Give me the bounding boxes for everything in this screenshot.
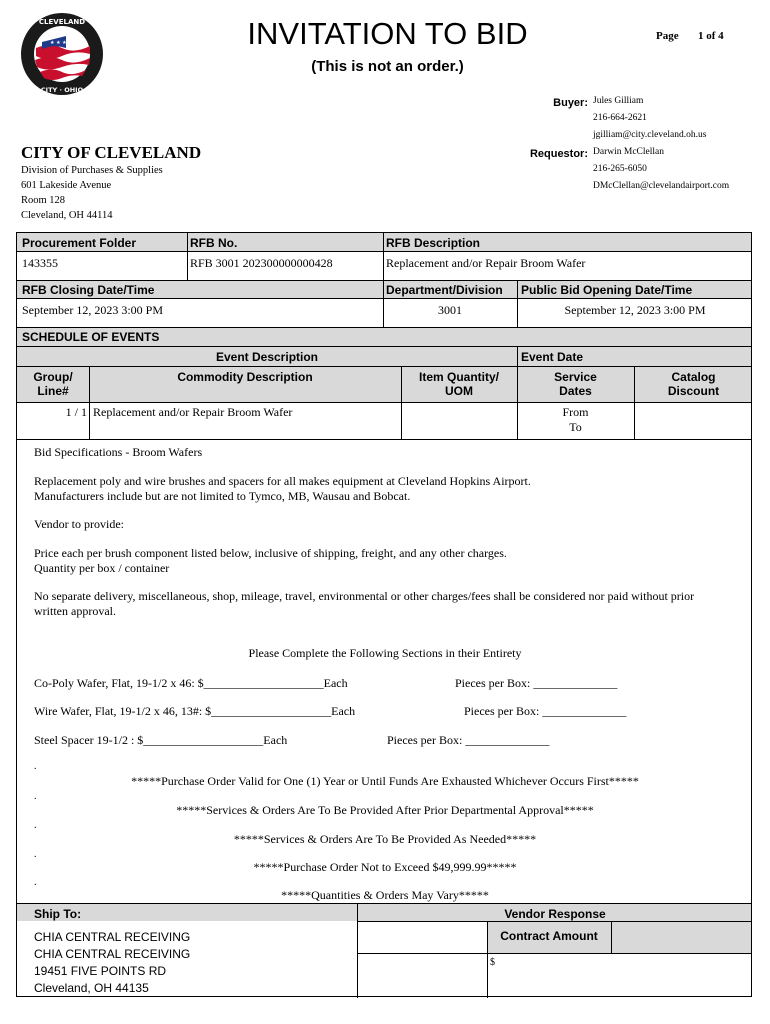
organization-address-line1: 601 Lakeside Avenue — [21, 180, 112, 191]
item2-price-field[interactable]: Wire Wafer, Flat, 19-1/2 x 46, 13#: $____________________Each — [34, 704, 356, 718]
line-description: Replacement and/or Repair Broom Wafer — [93, 405, 293, 419]
item3-price-field[interactable]: Steel Spacer 19-1/2 : $____________________Each — [34, 733, 288, 747]
group-line-header — [17, 370, 89, 398]
requestor-name: Darwin McClellan — [593, 147, 664, 157]
hline — [357, 921, 751, 922]
requestor-email[interactable]: DMcClellan@clevelandairport.com — [593, 181, 730, 191]
department-value: 3001 — [438, 303, 462, 317]
note-po-valid: *****Purchase Order Valid for One (1) Year or Until Funds Are Exhausted Whichever Occurs First***** — [131, 774, 639, 788]
from-label: From — [562, 405, 589, 419]
closing-value: September 12, 2023 3:00 PM — [22, 303, 163, 317]
item1-price-field[interactable]: Co-Poly Wafer, Flat, 19-1/2 x 46: $____________________Each — [34, 676, 348, 690]
catalog-discount-header — [634, 370, 753, 398]
to-label: To — [569, 420, 582, 434]
ship-to-line1: CHIA CENTRAL RECEIVING — [34, 930, 191, 944]
no-separate-charges — [34, 589, 694, 619]
vendor-blank-cell — [357, 921, 487, 953]
organization-city: Cleveland, OH 44114 — [21, 210, 113, 221]
hline — [17, 251, 751, 252]
price-line1: Price each per brush component listed below, inclusive of shipping, freight, and any other charges. — [34, 546, 507, 560]
hline — [17, 402, 751, 403]
note-prior-approval: *****Services & Orders Are To Be Provided After Prior Departmental Approval***** — [176, 803, 594, 817]
schedule-label: SCHEDULE OF EVENTS — [22, 330, 160, 344]
specs-para1-line1: Replacement poly and wire brushes and spacers for all makes equipment at Cleveland Hopkins Airport. — [34, 474, 531, 488]
note-not-to-exceed: *****Purchase Order Not to Exceed $49,999.99***** — [253, 860, 517, 874]
vendor-provide: Vendor to provide: — [34, 517, 124, 531]
organization-name: CITY OF CLEVELAND — [21, 143, 202, 162]
item-quantity-header — [401, 370, 517, 398]
specs-para1-line2: Manufacturers include but are not limited to Tymco, MB, Wausau and Bobcat. — [34, 489, 411, 503]
page-number: 1 of 4 — [698, 30, 724, 42]
vline — [611, 921, 612, 953]
specs-heading: Bid Specifications - Broom Wafers — [34, 445, 203, 459]
note-quantities-vary: *****Quantities & Orders May Vary***** — [281, 888, 489, 902]
price-line2: Quantity per box / container — [34, 561, 170, 575]
requestor-phone: 216-265-6050 — [593, 164, 647, 174]
hline — [17, 280, 751, 281]
requestor-label: Requestor: — [529, 148, 588, 160]
vendor-response-label: Vendor Response — [504, 907, 606, 921]
requestor-contact — [593, 144, 729, 195]
ship-to-label: Ship To: — [34, 907, 82, 921]
catalog-discount-label-1: Catalog — [671, 370, 716, 384]
nosep-line1: No separate delivery, miscellaneous, shop, mileage, travel, environmental or other charges/fees shall be considered nor paid without prior — [34, 589, 695, 603]
dot-marker: . — [34, 877, 37, 888]
event-description-label: Event Description — [215, 350, 319, 364]
price-note — [34, 546, 507, 576]
buyer-phone: 216-664-2621 — [593, 113, 647, 123]
svg-text:CLEVELAND: CLEVELAND — [38, 18, 86, 26]
svg-text:★ ★ ★: ★ ★ ★ — [50, 40, 67, 46]
item3-pieces-field[interactable]: Pieces per Box: ______________ — [387, 733, 550, 747]
ship-to-address — [34, 929, 190, 997]
opening-value: September 12, 2023 3:00 PM — [564, 303, 706, 317]
line-number: 1 / 1 — [65, 405, 87, 419]
opening-label: Public Bid Opening Date/Time — [521, 283, 693, 297]
event-date-label: Event Date — [521, 350, 584, 364]
service-dates-values — [517, 405, 634, 435]
closing-label: RFB Closing Date/Time — [22, 283, 155, 297]
document-title: INVITATION TO BID — [247, 16, 528, 51]
hline — [17, 439, 751, 440]
rfb-description-label: RFB Description — [386, 236, 481, 250]
organization-address-line2: Room 128 — [21, 195, 66, 206]
ship-to-line2: CHIA CENTRAL RECEIVING — [34, 947, 191, 961]
complete-sections-note: Please Complete the Following Sections in their Entirety — [248, 646, 522, 660]
buyer-email[interactable]: jgilliam@city.cleveland.oh.us — [593, 130, 707, 140]
procurement-folder-value: 143355 — [22, 256, 58, 270]
organization-division: Division of Purchases & Supplies — [21, 165, 163, 176]
contract-amount-input[interactable]: $ — [490, 957, 495, 968]
ship-to-line3: 19451 FIVE POINTS RD — [34, 964, 167, 978]
hline — [17, 298, 751, 299]
group-line-label-1: Group/ — [33, 370, 73, 384]
procurement-folder-label: Procurement Folder — [22, 236, 137, 250]
buyer-label: Buyer: — [553, 97, 588, 109]
bid-form — [16, 232, 752, 997]
buyer-contact — [593, 93, 706, 144]
rfb-no-value: RFB 3001 202300000000428 — [190, 256, 333, 270]
buyer-name: Jules Gilliam — [593, 96, 644, 106]
ship-to-line4: Cleveland, OH 44135 — [34, 981, 149, 995]
item2-pieces-field[interactable]: Pieces per Box: ______________ — [464, 704, 627, 718]
svg-text:CITY · OHIO: CITY · OHIO — [40, 86, 84, 94]
hline — [17, 903, 751, 904]
contract-amount-label: Contract Amount — [500, 929, 598, 943]
hline — [17, 366, 751, 367]
document-subtitle: (This is not an order.) — [311, 58, 464, 75]
organization-address — [21, 163, 163, 223]
dot-marker: . — [34, 791, 37, 802]
note-as-needed: *****Services & Orders Are To Be Provided As Needed***** — [233, 832, 537, 846]
catalog-discount-label-2: Discount — [667, 384, 720, 398]
service-dates-header — [517, 370, 634, 398]
specs-para1 — [34, 474, 531, 504]
item1-pieces-field[interactable]: Pieces per Box: ______________ — [455, 676, 618, 690]
vline — [187, 233, 188, 280]
service-dates-label-1: Service — [554, 370, 597, 384]
dot-marker: . — [34, 820, 37, 831]
commodity-header: Commodity Description — [177, 370, 313, 384]
hline — [357, 953, 751, 954]
item-qty-label-2: UOM — [445, 384, 473, 398]
city-seal-logo — [20, 12, 104, 96]
dot-marker: . — [34, 761, 37, 772]
department-label: Department/Division — [386, 283, 503, 297]
service-dates-label-2: Dates — [559, 384, 592, 398]
rfb-no-label: RFB No. — [190, 236, 238, 250]
hline — [17, 327, 751, 328]
rfb-description-value: Replacement and/or Repair Broom Wafer — [386, 256, 586, 270]
group-line-label-2: Line# — [37, 384, 69, 398]
nosep-line2: written approval. — [34, 604, 116, 618]
item-qty-label-1: Item Quantity/ — [418, 370, 499, 384]
hline — [17, 346, 751, 347]
dot-marker: . — [34, 849, 37, 860]
page-label: Page — [656, 30, 679, 42]
